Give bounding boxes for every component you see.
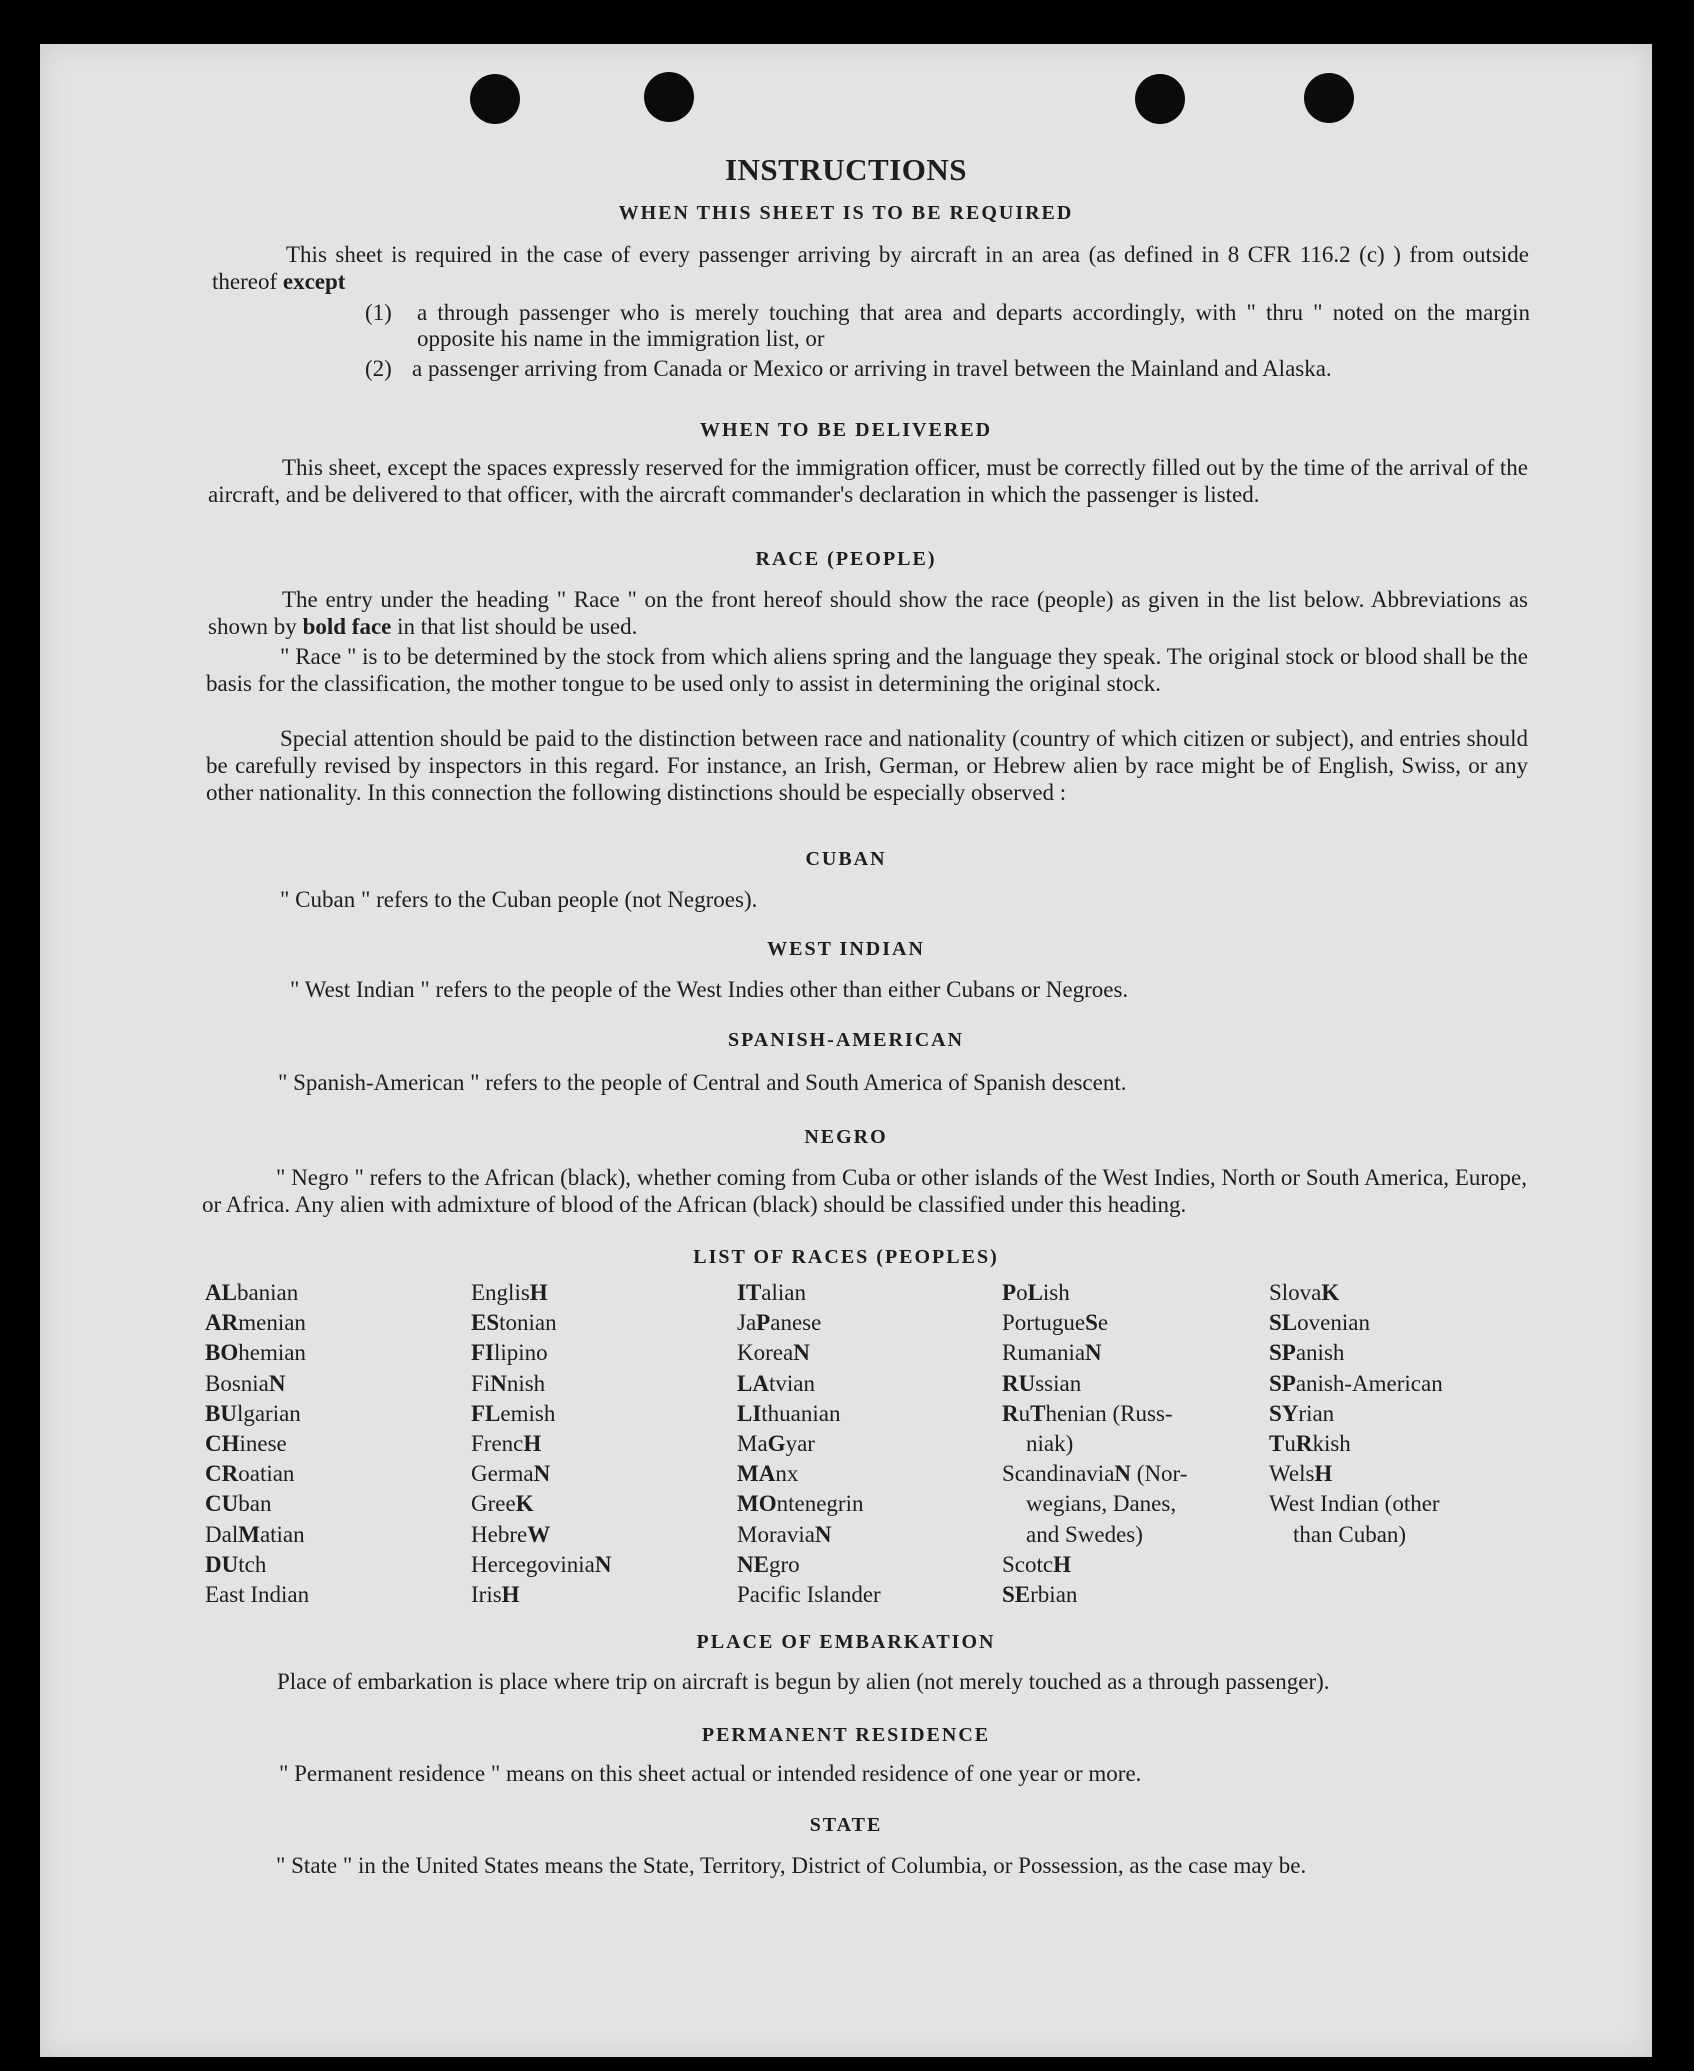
race-column-2 xyxy=(471,1278,721,1610)
race-abbreviation: H xyxy=(523,1431,542,1457)
race-abbreviation: N xyxy=(1114,1461,1132,1487)
race-column-4 xyxy=(1002,1278,1252,1610)
race-name-part: Rumania xyxy=(1002,1340,1086,1366)
race-name-part: Dal xyxy=(205,1521,239,1547)
race-list-item xyxy=(1002,1308,1252,1338)
document-page xyxy=(40,44,1652,2057)
race-name-part: hemian xyxy=(238,1340,306,1366)
race-name-part: thuanian xyxy=(761,1400,841,1426)
race-abbreviation: P xyxy=(1002,1280,1017,1305)
race-abbreviation: K xyxy=(1321,1280,1340,1305)
race-list-item xyxy=(1269,1338,1529,1368)
race-list-item xyxy=(1269,1459,1529,1489)
race-list-item-continuation: niak) xyxy=(1026,1431,1074,1457)
race-column-3 xyxy=(737,1278,987,1610)
race-name-part: Korea xyxy=(737,1340,794,1366)
race-list-item xyxy=(205,1399,455,1429)
race-abbreviation: AR xyxy=(205,1310,239,1336)
item-text-2: a passenger arriving from Canada or Mexico or arriving in travel between the Mainland and Alaska. xyxy=(412,356,1332,381)
item-number-1: (1) xyxy=(365,300,392,325)
race-list-item xyxy=(471,1429,721,1459)
race-list-item xyxy=(737,1489,987,1519)
race-abbreviation: L xyxy=(1027,1280,1043,1305)
heading-state: STATE xyxy=(809,1814,883,1836)
race-name-part: nish xyxy=(506,1370,546,1396)
race-abbreviation: S xyxy=(1085,1310,1098,1336)
race-list-item xyxy=(205,1338,455,1368)
race-abbreviation: BO xyxy=(205,1340,239,1366)
race-abbreviation: R xyxy=(1002,1400,1019,1426)
race-name-part: Gree xyxy=(471,1491,516,1517)
paragraph-west-indian: " West Indian " refers to the people of the West Indies other than either Cubans or Negroes. xyxy=(290,977,1129,1002)
race-name-part: (Nor- xyxy=(1131,1461,1188,1487)
race-abbreviation: MA xyxy=(737,1461,776,1487)
race-abbreviation: CH xyxy=(205,1431,240,1457)
paragraph-negro: " Negro " refers to the African (black), whether coming from Cuba or other islands of the West Indies, North or South America, Europe, or Africa. Any alien with admixture of blood of the African (black) should be classified under this heading. xyxy=(202,1165,1527,1217)
heading-negro: NEGRO xyxy=(804,1126,888,1148)
race-name-part: Hebre xyxy=(471,1521,528,1547)
race-abbreviation: H xyxy=(529,1280,548,1305)
race-abbreviation: N xyxy=(793,1340,810,1366)
paragraph-race-3: Special attention should be paid to the distinction between race and nationality (country of which citizen or subject), and entries should be carefully revised by inspectors in this regard. For instance, an Irish, German, or Hebrew alien by race might be of English, Swiss, or any other nationality. In this connection the following distinctions should be especially observed : xyxy=(206,726,1528,805)
punch-hole xyxy=(1304,73,1354,123)
race-list-item-continuation: wegians, Danes, xyxy=(1026,1491,1177,1517)
race-abbreviation: G xyxy=(767,1431,786,1457)
heading-place-of-embarkation: PLACE OF EMBARKATION xyxy=(696,1631,996,1653)
race-list-item xyxy=(471,1369,721,1399)
race-name-part: atian xyxy=(259,1521,305,1547)
race-name-part: ntenegrin xyxy=(776,1491,864,1517)
race-name-part: gro xyxy=(768,1551,800,1577)
race-name-part: ish xyxy=(1042,1280,1070,1305)
race-name-part: kish xyxy=(1312,1431,1351,1457)
race-name-part: Ma xyxy=(737,1431,768,1457)
race-list-item xyxy=(1269,1489,1529,1519)
race-abbreviation: SP xyxy=(1269,1370,1296,1396)
heading-race: RACE (PEOPLE) xyxy=(755,548,937,570)
punch-hole xyxy=(644,72,694,122)
race-list-item xyxy=(1002,1369,1252,1399)
race-list-item xyxy=(1269,1369,1529,1399)
race-name-part: East Indian xyxy=(205,1582,310,1608)
race-abbreviation: AL xyxy=(205,1280,237,1305)
race-abbreviation: H xyxy=(1314,1461,1333,1487)
race-name-part: Scotc xyxy=(1002,1551,1054,1577)
race-abbreviation: N xyxy=(533,1461,551,1487)
heading-when-required: WHEN THIS SHEET IS TO BE REQUIRED xyxy=(618,202,1074,224)
race-abbreviation: H xyxy=(501,1582,520,1608)
heading-permanent-residence: PERMANENT RESIDENCE xyxy=(701,1724,991,1746)
race-name-part: tvian xyxy=(768,1370,815,1396)
race-abbreviation: SY xyxy=(1269,1400,1299,1426)
race-list-item xyxy=(737,1580,987,1610)
race-name-part: u xyxy=(1018,1400,1031,1426)
paragraph-when-required xyxy=(212,241,1529,295)
bold-face-text: bold face xyxy=(302,614,392,639)
race-list-item xyxy=(205,1489,455,1519)
race-list-item xyxy=(471,1399,721,1429)
race-abbreviation: DU xyxy=(205,1551,239,1577)
race-name-part: alian xyxy=(761,1280,806,1305)
race-abbreviation: H xyxy=(1053,1551,1071,1577)
race-list-item xyxy=(1002,1278,1252,1308)
race-list-item xyxy=(205,1369,455,1399)
race-list-item-continuation: and Swedes) xyxy=(1026,1521,1143,1547)
race-name-part: Pacific Islander xyxy=(737,1582,881,1608)
race-name-part: yar xyxy=(785,1431,815,1457)
race-abbreviation: BU xyxy=(205,1400,237,1426)
race-list-item xyxy=(1002,1338,1252,1368)
paragraph-race-1 xyxy=(208,586,1528,640)
paragraph-text: in that list should be used. xyxy=(397,614,638,639)
race-abbreviation: LA xyxy=(737,1370,769,1396)
race-list-item xyxy=(471,1580,721,1610)
race-name-part: e xyxy=(1097,1310,1109,1336)
race-list-item xyxy=(737,1369,987,1399)
item-number-2: (2) xyxy=(365,356,392,381)
race-name-part: Fi xyxy=(471,1370,491,1396)
heading-when-delivered: WHEN TO BE DELIVERED xyxy=(699,419,993,441)
race-name-part: tch xyxy=(238,1551,267,1577)
race-name-part: Germa xyxy=(471,1461,534,1487)
race-list-item xyxy=(737,1278,987,1308)
race-abbreviation: R xyxy=(1295,1431,1313,1457)
race-abbreviation: NE xyxy=(737,1551,769,1577)
punch-hole xyxy=(1135,74,1185,124)
race-list-item xyxy=(737,1429,987,1459)
race-list-item-continuation: than Cuban) xyxy=(1293,1521,1407,1547)
race-abbreviation: SL xyxy=(1269,1310,1298,1336)
race-column-1 xyxy=(205,1278,455,1610)
paragraph-text: This sheet is required in the case of every passenger arriving by aircraft in an area (as defined in 8 CFR 116.2 (c) ) from outside thereof xyxy=(212,242,1529,294)
race-abbreviation: CR xyxy=(205,1461,239,1487)
race-list-item xyxy=(1002,1580,1252,1610)
race-name-part: Slova xyxy=(1269,1280,1322,1305)
race-name-part: Frenc xyxy=(471,1431,524,1457)
race-list-item xyxy=(205,1278,455,1308)
race-list-item xyxy=(737,1308,987,1338)
race-abbreviation: SE xyxy=(1002,1582,1031,1608)
race-name-part: rian xyxy=(1298,1400,1335,1426)
race-abbreviation: MO xyxy=(737,1491,777,1517)
race-abbreviation: K xyxy=(515,1491,534,1517)
race-name-part: inese xyxy=(239,1431,287,1457)
race-name-part: anish xyxy=(1295,1340,1345,1366)
race-name-part: henian (Russ- xyxy=(1045,1400,1173,1426)
race-name-part: West Indian (other xyxy=(1269,1491,1440,1517)
punch-hole xyxy=(470,74,520,124)
race-column-5 xyxy=(1269,1278,1529,1550)
race-abbreviation: N xyxy=(594,1551,612,1577)
race-name-part: lgarian xyxy=(236,1400,301,1426)
race-abbreviation: RU xyxy=(1002,1370,1036,1396)
race-list-item xyxy=(1269,1429,1529,1459)
race-list-item xyxy=(737,1459,987,1489)
race-abbreviation: CU xyxy=(205,1491,239,1517)
race-name-part: u xyxy=(1284,1431,1296,1457)
race-abbreviation: FL xyxy=(471,1400,501,1426)
race-name-part: oatian xyxy=(238,1461,295,1487)
heading-west-indian: WEST INDIAN xyxy=(767,938,925,960)
race-abbreviation: N xyxy=(814,1521,832,1547)
race-list-item xyxy=(205,1459,455,1489)
heading-list-of-races: LIST OF RACES (PEOPLES) xyxy=(693,1246,999,1268)
race-list-item xyxy=(205,1308,455,1338)
race-list-item xyxy=(737,1520,987,1550)
race-name-part: Iris xyxy=(471,1582,502,1608)
race-list-item xyxy=(471,1459,721,1489)
race-list-item xyxy=(471,1550,721,1580)
race-list-item xyxy=(1002,1550,1252,1580)
paragraph-permanent-residence: " Permanent residence " means on this sheet actual or intended residence of one year or more. xyxy=(279,1761,1142,1786)
race-list-item xyxy=(1002,1399,1252,1429)
race-list-item xyxy=(1002,1459,1252,1489)
race-name-part: Portugue xyxy=(1002,1310,1086,1336)
race-name-part: banian xyxy=(236,1280,299,1305)
race-list-item xyxy=(205,1550,455,1580)
race-abbreviation: T xyxy=(1030,1400,1046,1426)
race-abbreviation: W xyxy=(527,1521,551,1547)
race-list-item xyxy=(1269,1278,1529,1308)
race-name-part: anish-American xyxy=(1295,1370,1443,1396)
race-abbreviation: LI xyxy=(737,1400,762,1426)
race-name-part: tonian xyxy=(499,1310,557,1336)
race-abbreviation: P xyxy=(756,1310,771,1336)
race-name-part: Moravia xyxy=(737,1521,815,1547)
race-name-part: rbian xyxy=(1030,1582,1078,1608)
race-list-item xyxy=(737,1338,987,1368)
race-abbreviation: M xyxy=(238,1521,260,1547)
race-list-item xyxy=(471,1489,721,1519)
race-list-item xyxy=(471,1278,721,1308)
race-list-item xyxy=(737,1550,987,1580)
race-name-part: menian xyxy=(238,1310,306,1336)
race-name-part: lipino xyxy=(494,1340,548,1366)
race-name-part: ssian xyxy=(1035,1370,1082,1396)
race-list-item xyxy=(471,1338,721,1368)
race-list-item xyxy=(205,1520,455,1550)
heading-cuban: CUBAN xyxy=(805,848,887,870)
item-text-1: a through passenger who is merely touching that area and departs accordingly, with " thru " noted on the margin opposite his name in the immigration list, or xyxy=(417,300,1530,351)
heading-spanish-american: SPANISH-AMERICAN xyxy=(727,1029,965,1051)
race-abbreviation: FI xyxy=(471,1340,494,1366)
race-name-part: anese xyxy=(770,1310,822,1336)
page-title: INSTRUCTIONS xyxy=(724,152,967,187)
race-name-part: Bosnia xyxy=(205,1370,269,1396)
race-list-item xyxy=(205,1429,455,1459)
paragraph-spanish-american: " Spanish-American " refers to the people of Central and South America of Spanish descent. xyxy=(278,1070,1127,1095)
race-name-part: Ja xyxy=(737,1310,757,1336)
paragraph-cuban: " Cuban " refers to the Cuban people (not Negroes). xyxy=(280,887,758,912)
bold-except: except xyxy=(282,269,346,294)
race-name-part: ban xyxy=(238,1491,272,1517)
race-abbreviation: N xyxy=(268,1370,286,1396)
race-name-part: Englis xyxy=(471,1280,530,1305)
race-name-part: nx xyxy=(775,1461,799,1487)
race-name-part: Scandinavia xyxy=(1002,1461,1115,1487)
race-abbreviation: IT xyxy=(737,1280,762,1305)
race-abbreviation: T xyxy=(1269,1431,1285,1457)
paragraph-race-2: " Race " is to be determined by the stock from which aliens spring and the language they speak. The original stock or blood shall be the basis for the classification, the mother tongue to be used only to assist in determining the original stock. xyxy=(206,644,1528,696)
race-name-part: o xyxy=(1016,1280,1028,1305)
race-name-part: ovenian xyxy=(1297,1310,1370,1336)
race-list-item xyxy=(205,1580,455,1610)
paragraph-text: The entry under the heading " Race " on the front hereof should show the race (people) as given in the list below. Abbreviations as shown by xyxy=(208,587,1528,639)
race-list-item xyxy=(471,1520,721,1550)
race-abbreviation: N xyxy=(490,1370,507,1396)
race-abbreviation: SP xyxy=(1269,1340,1296,1366)
race-abbreviation: N xyxy=(1085,1340,1102,1366)
race-list-item xyxy=(471,1308,721,1338)
race-name-part: Hercegovinia xyxy=(471,1551,595,1577)
paragraph-state: " State " in the United States means the State, Territory, District of Columbia, or Possession, as the case may be. xyxy=(276,1853,1307,1878)
race-list-item xyxy=(1269,1308,1529,1338)
race-list-item xyxy=(737,1399,987,1429)
race-name-part: Wels xyxy=(1269,1461,1315,1487)
race-list-item xyxy=(1269,1399,1529,1429)
paragraph-when-delivered: This sheet, except the spaces expressly reserved for the immigration officer, must be correctly filled out by the time of the arrival of the aircraft, and be delivered to that officer, with the aircraft commander's declaration in which the passenger is listed. xyxy=(208,455,1528,507)
race-name-part: emish xyxy=(500,1400,556,1426)
race-abbreviation: ES xyxy=(471,1310,500,1336)
paragraph-place-of-embarkation: Place of embarkation is place where trip on aircraft is begun by alien (not merely touched as a through passenger). xyxy=(277,1669,1330,1694)
